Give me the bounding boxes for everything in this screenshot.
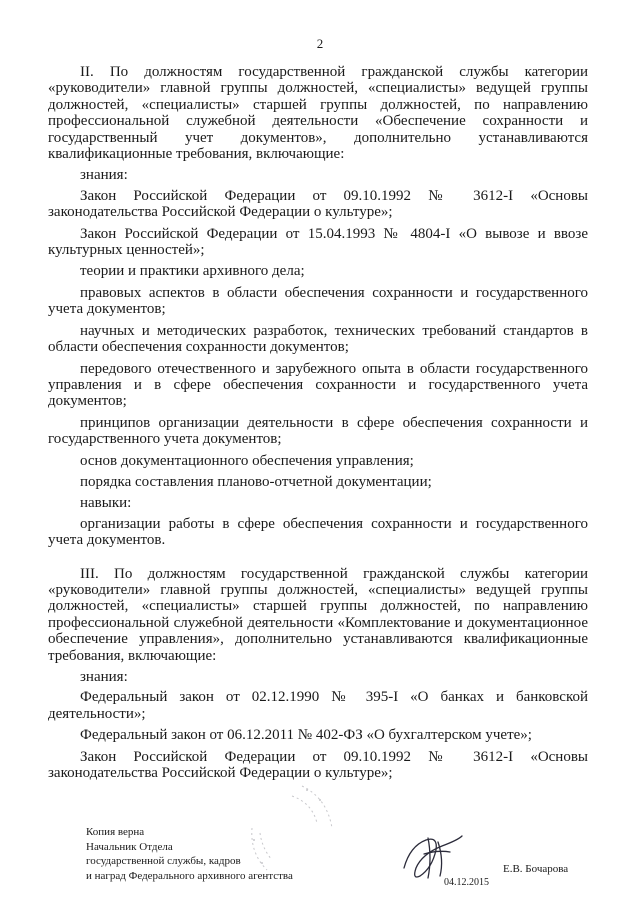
section-2-knowledge-item: правовых аспектов в области обеспечения сохранности и государственного учета документов; <box>48 284 588 318</box>
section-2-knowledge-item: научных и методических разработок, технических требований стандартов в области обеспечения сохранности документов; <box>48 322 588 356</box>
section-3-knowledge-item: Федеральный закон от 06.12.2011 № 402-ФЗ «О бухгалтерском учете»; <box>80 727 532 744</box>
section-2-knowledge-label: знания: <box>80 167 128 184</box>
section-2 <box>48 64 588 549</box>
certification-line: Копия верна <box>86 826 145 838</box>
section-2-knowledge-item: Закон Российской Федерации от 09.10.1992 № 3612-I «Основы законодательства Российской Федерации о культуре»; <box>48 187 588 221</box>
section-2-intro: II. По должностям государственной гражданской службы категории «руководители» главной группы должностей, «специалисты» ведущей группы должностей, «специалисты» старшей группы должностей, по направлению профессиональной служебной деятельности «Обеспечение сохранности и государственный учет документов», дополнительно устанавливаются квалификационные требования, включающие: <box>48 64 588 163</box>
certification-block <box>86 825 293 883</box>
document-body <box>48 64 588 786</box>
certification-line: Начальник Отдела <box>86 840 173 853</box>
section-3-knowledge-item: Закон Российской Федерации от 09.10.1992 № 3612-I «Основы законодательства Российской Федерации о культуре»; <box>48 748 588 782</box>
section-2-knowledge-item: передового отечественного и зарубежного опыта в области государственного управления и в сфере обеспечения сохранности и государственного учета документов; <box>48 360 588 410</box>
section-2-skills-item: организации работы в сфере обеспечения сохранности и государственного учета документов. <box>48 515 588 549</box>
signature-date: 04.12.2015 <box>444 877 489 888</box>
section-3 <box>48 566 588 782</box>
section-2-knowledge-item: порядка составления планово-отчетной документации; <box>80 473 432 490</box>
section-2-knowledge-item: основ документационного обеспечения управления; <box>80 452 414 469</box>
section-3-knowledge-item: Федеральный закон от 02.12.1990 № 395-I «О банках и банковской деятельности»; <box>48 689 588 722</box>
page-number: 2 <box>316 36 324 51</box>
section-3-knowledge-label: знания: <box>80 669 128 685</box>
section-2-knowledge-item: теории и практики архивного дела; <box>80 263 305 280</box>
section-3-intro: III. По должностям государственной гражданской службы категории «руководители» главной группы должностей, «специалисты» ведущей группы должностей, «специалисты» старшей группы должностей, по направлению профессиональной служебной деятельности «Комплектование и документационное обеспечение управления», дополнительно устанавливаются квалификационные требования, включающие: <box>48 565 588 664</box>
section-2-knowledge-item: Закон Российской Федерации от 15.04.1993 № 4804-I «О вывозе и ввозе культурных ценностей»; <box>48 225 588 259</box>
certification-line: государственной службы, кадров <box>86 855 241 867</box>
section-2-knowledge-item: принципов организации деятельности в сфере обеспечения сохранности и государственного учета документов; <box>48 414 588 448</box>
certification-line: и наград Федерального архивного агентства <box>86 869 293 882</box>
signatory-name: Е.В. Бочарова <box>503 863 569 875</box>
section-2-skills-label: навыки: <box>80 495 132 512</box>
